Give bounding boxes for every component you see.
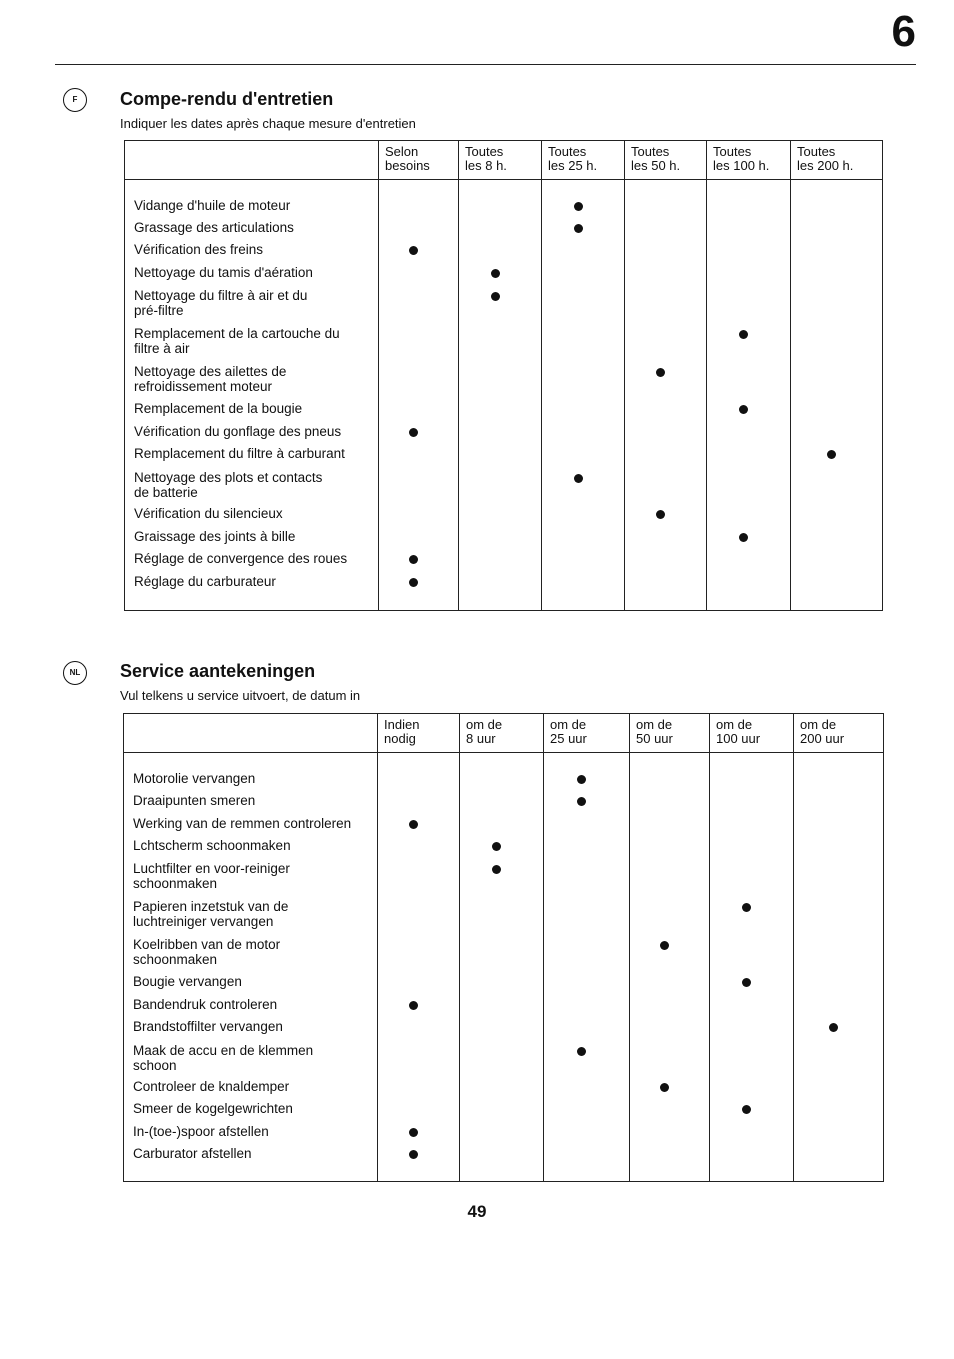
column-header-line: 8 uur <box>466 731 496 746</box>
interval-mark <box>409 820 418 829</box>
task-label <box>134 326 340 356</box>
task-label-line: Draaipunten smeren <box>133 793 256 808</box>
column-header-line: 200 uur <box>800 731 845 746</box>
task-label-line: Lchtscherm schoonmaken <box>133 838 291 853</box>
task-label-line: schoonmaken <box>133 876 218 891</box>
interval-mark <box>829 1023 838 1032</box>
task-label <box>134 574 276 589</box>
task-label-line: Bougie vervangen <box>133 974 242 989</box>
task-label-line: Nettoyage des ailettes de <box>134 364 287 379</box>
column-header-line: 50 uur <box>636 731 673 746</box>
interval-mark <box>742 978 751 987</box>
task-label-line: Bandendruk controleren <box>133 997 278 1012</box>
task-label <box>133 899 288 929</box>
column-header-line: Indien <box>384 717 420 732</box>
header-blank-cell <box>125 141 379 180</box>
task-label-line: Grassage des articulations <box>134 220 294 235</box>
interval-mark <box>656 368 665 377</box>
task-column <box>124 753 378 1182</box>
column-header <box>379 141 459 180</box>
interval-column <box>378 753 460 1182</box>
interval-mark <box>577 1047 586 1056</box>
column-header-line: 100 uur <box>716 731 761 746</box>
column-header <box>460 714 544 753</box>
task-label-line: Koelribben van de motor <box>133 937 281 952</box>
header-rule <box>55 64 916 65</box>
interval-mark <box>492 865 501 874</box>
task-label <box>134 364 286 394</box>
column-header-line: Toutes <box>465 144 504 159</box>
interval-mark <box>739 405 748 414</box>
task-label-line: Nettoyage du filtre à air et du <box>134 288 308 303</box>
column-header-line: om de <box>716 717 753 732</box>
column-header-line: les 200 h. <box>797 158 854 173</box>
task-label-line: schoon <box>133 1058 177 1073</box>
interval-column <box>791 180 883 611</box>
task-label-line: schoonmaken <box>133 952 218 967</box>
task-label <box>134 288 307 318</box>
interval-mark <box>409 428 418 437</box>
interval-mark <box>742 1105 751 1114</box>
footer-page-number: 49 <box>467 1202 487 1221</box>
interval-column <box>460 753 544 1182</box>
column-header <box>710 714 794 753</box>
interval-mark <box>574 224 583 233</box>
column-header <box>542 141 625 180</box>
task-label <box>133 997 277 1012</box>
task-label-line: Werking van de remmen controleren <box>133 816 352 831</box>
task-label-line: Remplacement de la cartouche du <box>134 326 340 341</box>
task-label <box>134 265 313 280</box>
task-label-line: luchtreiniger vervangen <box>133 914 274 929</box>
interval-mark <box>739 533 748 542</box>
task-label-line: Smeer de kogelgewrichten <box>133 1101 293 1116</box>
task-label <box>134 446 345 461</box>
task-label <box>134 470 322 500</box>
column-header <box>707 141 791 180</box>
section-title-nl: Service aantekeningen <box>120 661 316 681</box>
task-label-line: Graissage des joints à bille <box>134 529 296 544</box>
column-header <box>378 714 460 753</box>
column-header-line: les 100 h. <box>713 158 770 173</box>
task-label-line: filtre à air <box>134 341 190 356</box>
section-subtitle-nl: Vul telkens u service uitvoert, de datum in <box>120 688 361 703</box>
interval-column <box>459 180 542 611</box>
interval-mark <box>409 246 418 255</box>
task-label <box>134 242 263 257</box>
column-header-line: om de <box>550 717 587 732</box>
interval-mark <box>409 1150 418 1159</box>
column-header-line: les 50 h. <box>631 158 681 173</box>
task-label-line: Nettoyage du tamis d'aération <box>134 265 313 280</box>
maintenance-table-f <box>124 140 883 611</box>
task-label-line: Brandstoffilter vervangen <box>133 1019 283 1034</box>
interval-mark <box>827 450 836 459</box>
task-label <box>133 1124 269 1139</box>
task-label-line: pré-filtre <box>134 303 184 318</box>
interval-mark <box>656 510 665 519</box>
task-label <box>133 1043 313 1073</box>
task-label-line: Réglage du carburateur <box>134 574 276 589</box>
column-header <box>794 714 884 753</box>
column-header <box>625 141 707 180</box>
interval-mark <box>660 941 669 950</box>
task-label <box>133 1146 252 1161</box>
task-label <box>133 1079 289 1094</box>
column-header-line: 25 uur <box>550 731 587 746</box>
column-header <box>459 141 542 180</box>
task-label <box>134 529 295 544</box>
interval-mark <box>492 842 501 851</box>
interval-column <box>707 180 791 611</box>
column-header-line: om de <box>800 717 837 732</box>
section-title-f: Compe-rendu d'entretien <box>120 89 334 109</box>
task-label <box>133 816 351 831</box>
interval-column <box>625 180 707 611</box>
column-header-line: Selon <box>385 144 419 159</box>
interval-mark <box>409 1001 418 1010</box>
interval-mark <box>739 330 748 339</box>
task-label <box>134 220 294 235</box>
task-label-line: Vérification du silencieux <box>134 506 283 521</box>
task-label-line: Papieren inzetstuk van de <box>133 899 289 914</box>
task-label-line: refroidissement moteur <box>134 379 273 394</box>
task-label-line: Maak de accu en de klemmen <box>133 1043 314 1058</box>
interval-column <box>710 753 794 1182</box>
interval-mark <box>574 202 583 211</box>
interval-mark <box>491 292 500 301</box>
task-label <box>133 937 280 967</box>
interval-mark <box>574 474 583 483</box>
task-label <box>134 424 341 439</box>
task-label <box>134 401 302 416</box>
column-header-line: Toutes <box>631 144 670 159</box>
interval-mark <box>742 903 751 912</box>
task-label-line: Vérification des freins <box>134 242 264 257</box>
task-label-line: Vérification du gonflage des pneus <box>134 424 342 439</box>
page-number: 6 <box>891 7 916 56</box>
interval-mark <box>409 1128 418 1137</box>
language-badge-f: F <box>63 88 87 112</box>
task-label-line: de batterie <box>134 485 198 500</box>
header-blank-cell <box>124 714 378 753</box>
task-label-line: Réglage de convergence des roues <box>134 551 348 566</box>
interval-column <box>542 180 625 611</box>
column-header <box>544 714 630 753</box>
interval-mark <box>577 797 586 806</box>
task-label <box>133 1019 283 1034</box>
column-header-line: Toutes <box>548 144 587 159</box>
interval-mark <box>409 555 418 564</box>
column-header-line: les 25 h. <box>548 158 598 173</box>
task-label-line: Motorolie vervangen <box>133 771 256 786</box>
language-badge-nl: NL <box>63 661 87 685</box>
task-label-line: Luchtfilter en voor-reiniger <box>133 861 290 876</box>
task-label <box>134 506 283 521</box>
task-label <box>133 838 291 853</box>
task-label <box>133 974 242 989</box>
column-header <box>791 141 883 180</box>
section-subtitle-f: Indiquer les dates après chaque mesure d'entretien <box>120 116 416 131</box>
task-column <box>125 180 379 611</box>
task-label <box>134 198 290 213</box>
column-header-line: om de <box>636 717 673 732</box>
task-label-line: In-(toe-)spoor afstellen <box>133 1124 269 1139</box>
interval-mark <box>577 775 586 784</box>
interval-mark <box>409 578 418 587</box>
interval-mark <box>660 1083 669 1092</box>
interval-column <box>379 180 459 611</box>
column-header-line: Toutes <box>713 144 752 159</box>
task-label-line: Carburator afstellen <box>133 1146 252 1161</box>
interval-mark <box>491 269 500 278</box>
task-label <box>134 551 347 566</box>
task-label-line: Vidange d'huile de moteur <box>134 198 291 213</box>
task-label-line: Nettoyage des plots et contacts <box>134 470 323 485</box>
interval-column <box>630 753 710 1182</box>
task-label <box>133 1101 293 1116</box>
maintenance-table-nl <box>123 713 884 1182</box>
task-label-line: Remplacement de la bougie <box>134 401 303 416</box>
column-header-line: Toutes <box>797 144 836 159</box>
column-header-line: besoins <box>385 158 430 173</box>
task-label <box>133 861 290 891</box>
task-label-line: Controleer de knaldemper <box>133 1079 290 1094</box>
column-header-line: nodig <box>384 731 416 746</box>
task-label-line: Remplacement du filtre à carburant <box>134 446 345 461</box>
interval-column <box>794 753 884 1182</box>
task-label <box>133 793 255 808</box>
column-header <box>630 714 710 753</box>
column-header-line: les 8 h. <box>465 158 507 173</box>
task-label <box>133 771 255 786</box>
interval-column <box>544 753 630 1182</box>
column-header-line: om de <box>466 717 503 732</box>
